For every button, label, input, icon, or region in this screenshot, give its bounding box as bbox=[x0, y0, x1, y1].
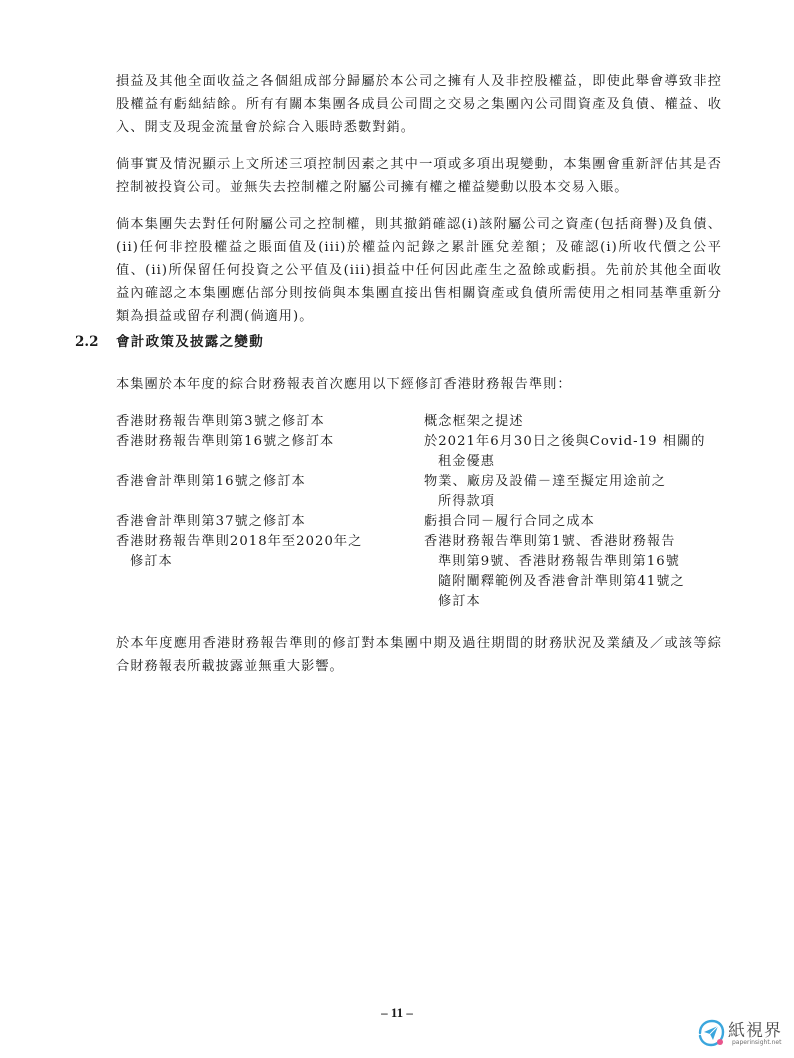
standard-description-line: 概念框架之提述 bbox=[424, 414, 524, 429]
watermark bbox=[696, 1016, 788, 1052]
section-heading bbox=[75, 332, 264, 352]
standard-name-line: 香港財務報告準則第3號之修訂本 bbox=[116, 414, 325, 429]
paragraph-consolidation-elimination: 損益及其他全面收益之各個組成部分歸屬於本公司之擁有人及非控股權益，即使此舉會導致非控股權益有虧絀結餘。所有有關本集團各成員公司間之交易之集團內公司間資產及負債、權益、收入、開支及現金流量會於綜合入賬時悉數對銷。 bbox=[116, 74, 722, 135]
standard-description bbox=[424, 432, 714, 472]
standard-name-line: 修訂本 bbox=[130, 554, 173, 569]
paper-plane-logo-icon bbox=[696, 1018, 726, 1048]
standard-description bbox=[424, 512, 714, 532]
section-number: 2.2 bbox=[75, 334, 99, 350]
standard-description-line: 物業、廠房及設備－達至擬定用途前之 bbox=[424, 474, 667, 489]
standard-name-line: 香港會計準則第16號之修訂本 bbox=[116, 474, 306, 489]
standard-description-line: 香港財務報告準則第1號、香港財務報告 bbox=[424, 534, 676, 549]
paragraph-loss-of-control: 倘本集團失去對任何附屬公司之控制權，則其撤銷確認(i)該附屬公司之資產(包括商譽)及負債、(ii)任何非控股權益之賬面值及(iii)於權益內記錄之累計匯兌差額；及確認(i)所收代價之公平值、(ii)所保留任何投資之公平值及(iii)損益中任何因此產生之盈餘或虧損。先前於其他全面收益內確認之本集團應佔部分則按倘與本集團直接出售相關資產或負債所需使用之相同基準重新分類為損益或留存利潤(倘適用)。 bbox=[116, 217, 722, 324]
standard-description-line: 於2021年6月30日之後與Covid-19 相關的 bbox=[424, 434, 706, 449]
standard-name bbox=[116, 472, 416, 492]
section-intro: 本集團於本年度的綜合財務報表首次應用以下經修訂香港財務報告準則： bbox=[116, 377, 572, 392]
standard-description-line: 租金優惠 bbox=[438, 454, 495, 469]
page-number: – 11 – bbox=[381, 1005, 413, 1020]
watermark-url: paperinsight.net bbox=[732, 1039, 782, 1046]
standard-name bbox=[116, 432, 416, 452]
section-title: 會計政策及披露之變動 bbox=[116, 334, 264, 350]
section-conclusion: 於本年度應用香港財務報告準則的修訂對本集團中期及過往期間的財務狀況及業績及／或該等綜合財務報表所載披露並無重大影響。 bbox=[116, 636, 722, 674]
standard-description-line: 虧損合同－履行合同之成本 bbox=[424, 514, 595, 529]
standard-name-line: 香港會計準則第37號之修訂本 bbox=[116, 514, 306, 529]
standard-description-line: 修訂本 bbox=[438, 594, 481, 609]
standard-name bbox=[116, 412, 416, 432]
standard-name bbox=[116, 512, 416, 532]
standard-name bbox=[116, 532, 416, 572]
standard-description bbox=[424, 412, 714, 432]
standard-description-line: 所得款項 bbox=[438, 494, 495, 509]
standard-name-line: 香港財務報告準則第16號之修訂本 bbox=[116, 434, 335, 449]
watermark-name: 紙視界 bbox=[728, 1021, 782, 1041]
standard-name-line: 香港財務報告準則2018年至2020年之 bbox=[116, 534, 363, 549]
standard-description bbox=[424, 472, 714, 512]
standard-description bbox=[424, 532, 714, 612]
standard-description-line: 隨附闡釋範例及香港會計準則第41號之 bbox=[438, 574, 685, 589]
paragraph-control-reassessment: 倘事實及情況顯示上文所述三項控制因素之其中一項或多項出現變動，本集團會重新評估其是否控制被投資公司。並無失去控制權之附屬公司擁有權之權益變動以股本交易入賬。 bbox=[116, 157, 722, 195]
standard-description-line: 準則第9號、香港財務報告準則第16號 bbox=[438, 554, 680, 569]
